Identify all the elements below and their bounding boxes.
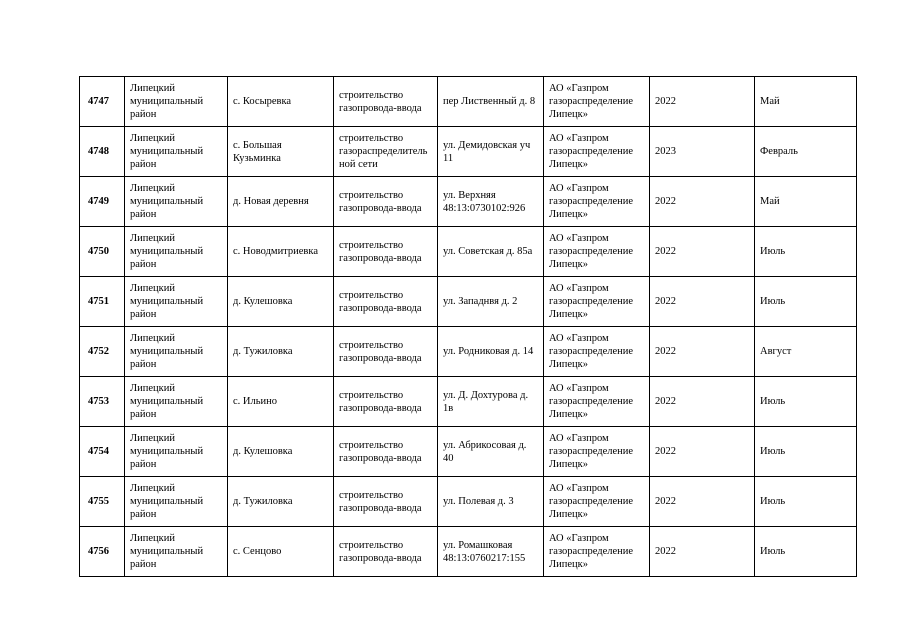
month-cell: Июль bbox=[755, 527, 857, 577]
settlement-cell: с. Большая Кузьминка bbox=[228, 127, 334, 177]
row-number-cell: 4752 bbox=[80, 327, 125, 377]
work-type-cell: строительство газопровода-ввода bbox=[334, 477, 438, 527]
table-row bbox=[80, 277, 857, 327]
address-cell: ул. Полевая д. 3 bbox=[438, 477, 544, 527]
organization-cell: АО «Газпром газораспределение Липецк» bbox=[544, 477, 650, 527]
table-row bbox=[80, 77, 857, 127]
settlement-cell: с. Косыревка bbox=[228, 77, 334, 127]
table-row bbox=[80, 227, 857, 277]
address-cell: ул. Ромашковая 48:13:0760217:155 bbox=[438, 527, 544, 577]
district-cell: Липецкий муниципальный район bbox=[125, 177, 228, 227]
year-cell: 2022 bbox=[650, 477, 755, 527]
year-cell: 2022 bbox=[650, 77, 755, 127]
district-cell: Липецкий муниципальный район bbox=[125, 77, 228, 127]
address-cell: ул. Родниковая д. 14 bbox=[438, 327, 544, 377]
work-type-cell: строительство газораспределитель ной сети bbox=[334, 127, 438, 177]
organization-cell: АО «Газпром газораспределение Липецк» bbox=[544, 527, 650, 577]
gas-works-table bbox=[79, 76, 857, 577]
row-number-cell: 4756 bbox=[80, 527, 125, 577]
year-cell: 2022 bbox=[650, 327, 755, 377]
settlement-cell: с. Новодмитриевка bbox=[228, 227, 334, 277]
district-cell: Липецкий муниципальный район bbox=[125, 527, 228, 577]
table-row bbox=[80, 327, 857, 377]
settlement-cell: с. Ильино bbox=[228, 377, 334, 427]
work-type-cell: строительство газопровода-ввода bbox=[334, 227, 438, 277]
year-cell: 2022 bbox=[650, 177, 755, 227]
month-cell: Май bbox=[755, 77, 857, 127]
address-cell: ул. Верхняя 48:13:0730102:926 bbox=[438, 177, 544, 227]
month-cell: Июль bbox=[755, 427, 857, 477]
row-number-cell: 4747 bbox=[80, 77, 125, 127]
month-cell: Июль bbox=[755, 227, 857, 277]
district-cell: Липецкий муниципальный район bbox=[125, 327, 228, 377]
settlement-cell: д. Новая деревня bbox=[228, 177, 334, 227]
district-cell: Липецкий муниципальный район bbox=[125, 477, 228, 527]
month-cell: Июль bbox=[755, 477, 857, 527]
address-cell: ул. Абрикосовая д. 40 bbox=[438, 427, 544, 477]
work-type-cell: строительство газопровода-ввода bbox=[334, 277, 438, 327]
year-cell: 2022 bbox=[650, 227, 755, 277]
row-number-cell: 4748 bbox=[80, 127, 125, 177]
year-cell: 2022 bbox=[650, 277, 755, 327]
district-cell: Липецкий муниципальный район bbox=[125, 377, 228, 427]
address-cell: ул. Д. Дохтурова д. 1в bbox=[438, 377, 544, 427]
month-cell: Февраль bbox=[755, 127, 857, 177]
organization-cell: АО «Газпром газораспределение Липецк» bbox=[544, 77, 650, 127]
district-cell: Липецкий муниципальный район bbox=[125, 427, 228, 477]
row-number-cell: 4750 bbox=[80, 227, 125, 277]
work-type-cell: строительство газопровода-ввода bbox=[334, 427, 438, 477]
year-cell: 2022 bbox=[650, 527, 755, 577]
work-type-cell: строительство газопровода-ввода bbox=[334, 77, 438, 127]
row-number-cell: 4751 bbox=[80, 277, 125, 327]
address-cell: ул. Западнвя д. 2 bbox=[438, 277, 544, 327]
organization-cell: АО «Газпром газораспределение Липецк» bbox=[544, 377, 650, 427]
address-cell: ул. Советская д. 85а bbox=[438, 227, 544, 277]
work-type-cell: строительство газопровода-ввода bbox=[334, 177, 438, 227]
year-cell: 2023 bbox=[650, 127, 755, 177]
month-cell: Август bbox=[755, 327, 857, 377]
organization-cell: АО «Газпром газораспределение Липецк» bbox=[544, 327, 650, 377]
work-type-cell: строительство газопровода-ввода bbox=[334, 327, 438, 377]
work-type-cell: строительство газопровода-ввода bbox=[334, 377, 438, 427]
district-cell: Липецкий муниципальный район bbox=[125, 127, 228, 177]
settlement-cell: д. Кулешовка bbox=[228, 427, 334, 477]
address-cell: ул. Демидовская уч 11 bbox=[438, 127, 544, 177]
settlement-cell: д. Тужиловка bbox=[228, 327, 334, 377]
year-cell: 2022 bbox=[650, 377, 755, 427]
organization-cell: АО «Газпром газораспределение Липецк» bbox=[544, 127, 650, 177]
organization-cell: АО «Газпром газораспределение Липецк» bbox=[544, 177, 650, 227]
organization-cell: АО «Газпром газораспределение Липецк» bbox=[544, 277, 650, 327]
table-row bbox=[80, 177, 857, 227]
table-row bbox=[80, 527, 857, 577]
row-number-cell: 4753 bbox=[80, 377, 125, 427]
month-cell: Май bbox=[755, 177, 857, 227]
work-type-cell: строительство газопровода-ввода bbox=[334, 527, 438, 577]
table-row bbox=[80, 377, 857, 427]
table-row bbox=[80, 127, 857, 177]
table-row bbox=[80, 477, 857, 527]
month-cell: Июль bbox=[755, 277, 857, 327]
settlement-cell: с. Сенцово bbox=[228, 527, 334, 577]
table-row bbox=[80, 427, 857, 477]
district-cell: Липецкий муниципальный район bbox=[125, 277, 228, 327]
organization-cell: АО «Газпром газораспределение Липецк» bbox=[544, 427, 650, 477]
settlement-cell: д. Тужиловка bbox=[228, 477, 334, 527]
organization-cell: АО «Газпром газораспределение Липецк» bbox=[544, 227, 650, 277]
district-cell: Липецкий муниципальный район bbox=[125, 227, 228, 277]
year-cell: 2022 bbox=[650, 427, 755, 477]
row-number-cell: 4749 bbox=[80, 177, 125, 227]
row-number-cell: 4754 bbox=[80, 427, 125, 477]
row-number-cell: 4755 bbox=[80, 477, 125, 527]
settlement-cell: д. Кулешовка bbox=[228, 277, 334, 327]
month-cell: Июль bbox=[755, 377, 857, 427]
table-body bbox=[80, 77, 857, 577]
address-cell: пер Лиственный д. 8 bbox=[438, 77, 544, 127]
